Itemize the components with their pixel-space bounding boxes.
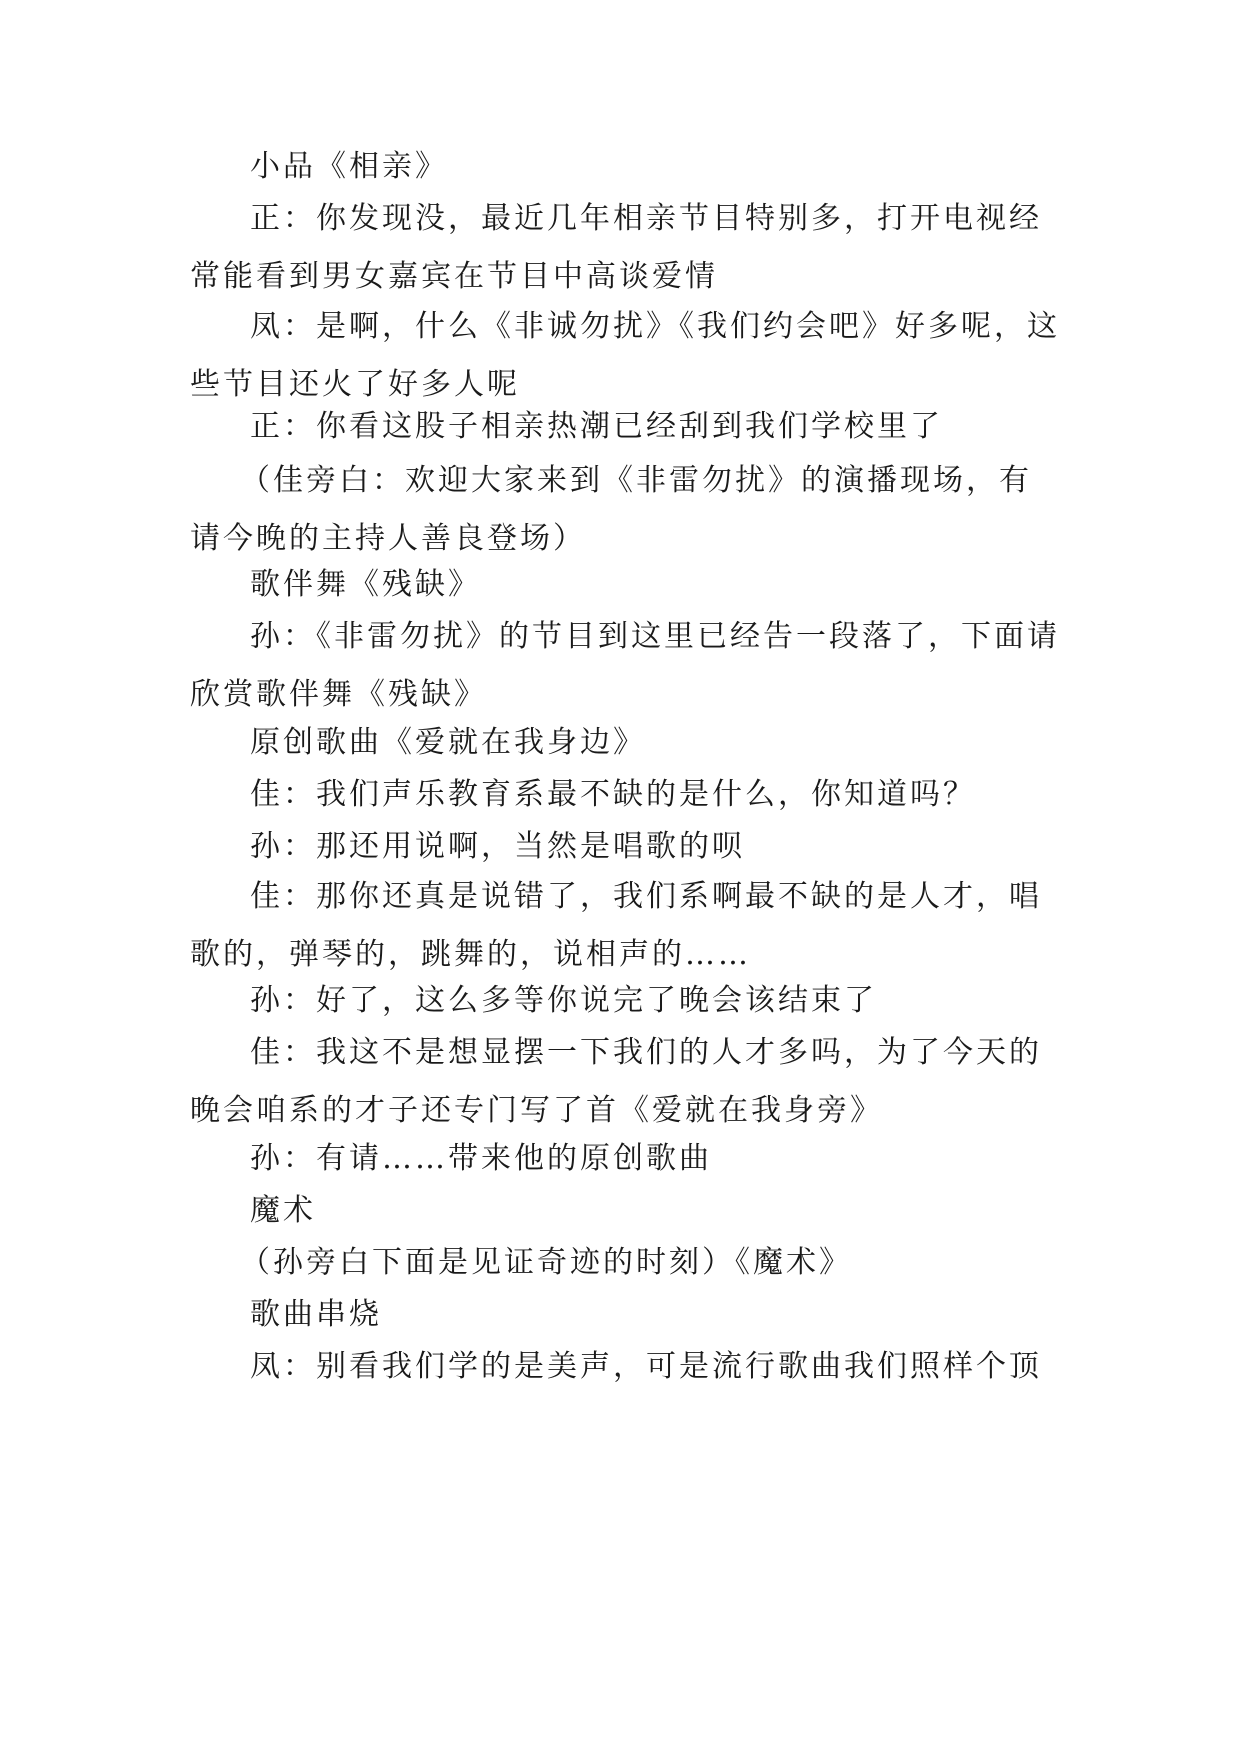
section-title-song-medley: 歌曲串烧 bbox=[250, 1297, 382, 1332]
dialogue-paragraph: 正：你看这股子相亲热潮已经刮到我们学校里了 bbox=[250, 409, 943, 444]
section-title-song-dance: 歌伴舞《残缺》 bbox=[250, 567, 481, 602]
dialogue-paragraph: 正：你发现没，最近几年相亲节目特别多，打开电视经常能看到男女嘉宾在节目中高谈爱情 bbox=[190, 201, 1042, 294]
section-title-original-song: 原创歌曲《爱就在我身边》 bbox=[250, 725, 646, 760]
dialogue-paragraph: 孙：有请……带来他的原创歌曲 bbox=[250, 1141, 712, 1176]
narration-paragraph: （佳旁白：欢迎大家来到《非雷勿扰》的演播现场，有请今晚的主持人善良登场） bbox=[190, 463, 1032, 556]
dialogue-paragraph: 孙：那还用说啊，当然是唱歌的呗 bbox=[250, 829, 745, 864]
section-title-magic: 魔术 bbox=[250, 1193, 316, 1228]
dialogue-paragraph: 佳：我这不是想显摆一下我们的人才多吗，为了今天的晚会咱系的才子还专门写了首《爱就在我身旁》 bbox=[190, 1035, 1042, 1128]
section-title-skit: 小品《相亲》 bbox=[250, 149, 448, 184]
dialogue-paragraph: 佳：我们声乐教育系最不缺的是什么，你知道吗？ bbox=[250, 777, 976, 812]
dialogue-paragraph: 凤：别看我们学的是美声，可是流行歌曲我们照样个顶 bbox=[250, 1349, 1042, 1384]
dialogue-paragraph: 佳：那你还真是说错了，我们系啊最不缺的是人才，唱歌的，弹琴的，跳舞的，说相声的…… bbox=[190, 879, 1042, 972]
dialogue-paragraph: 凤：是啊，什么《非诚勿扰》《我们约会吧》好多呢，这些节目还火了好多人呢 bbox=[190, 309, 1060, 402]
dialogue-paragraph: 孙：《非雷勿扰》的节目到这里已经告一段落了，下面请欣赏歌伴舞《残缺》 bbox=[190, 619, 1060, 712]
narration-paragraph: （孙旁白下面是见证奇迹的时刻）《魔术》 bbox=[240, 1245, 852, 1280]
dialogue-paragraph: 孙：好了，这么多等你说完了晚会该结束了 bbox=[250, 983, 877, 1018]
